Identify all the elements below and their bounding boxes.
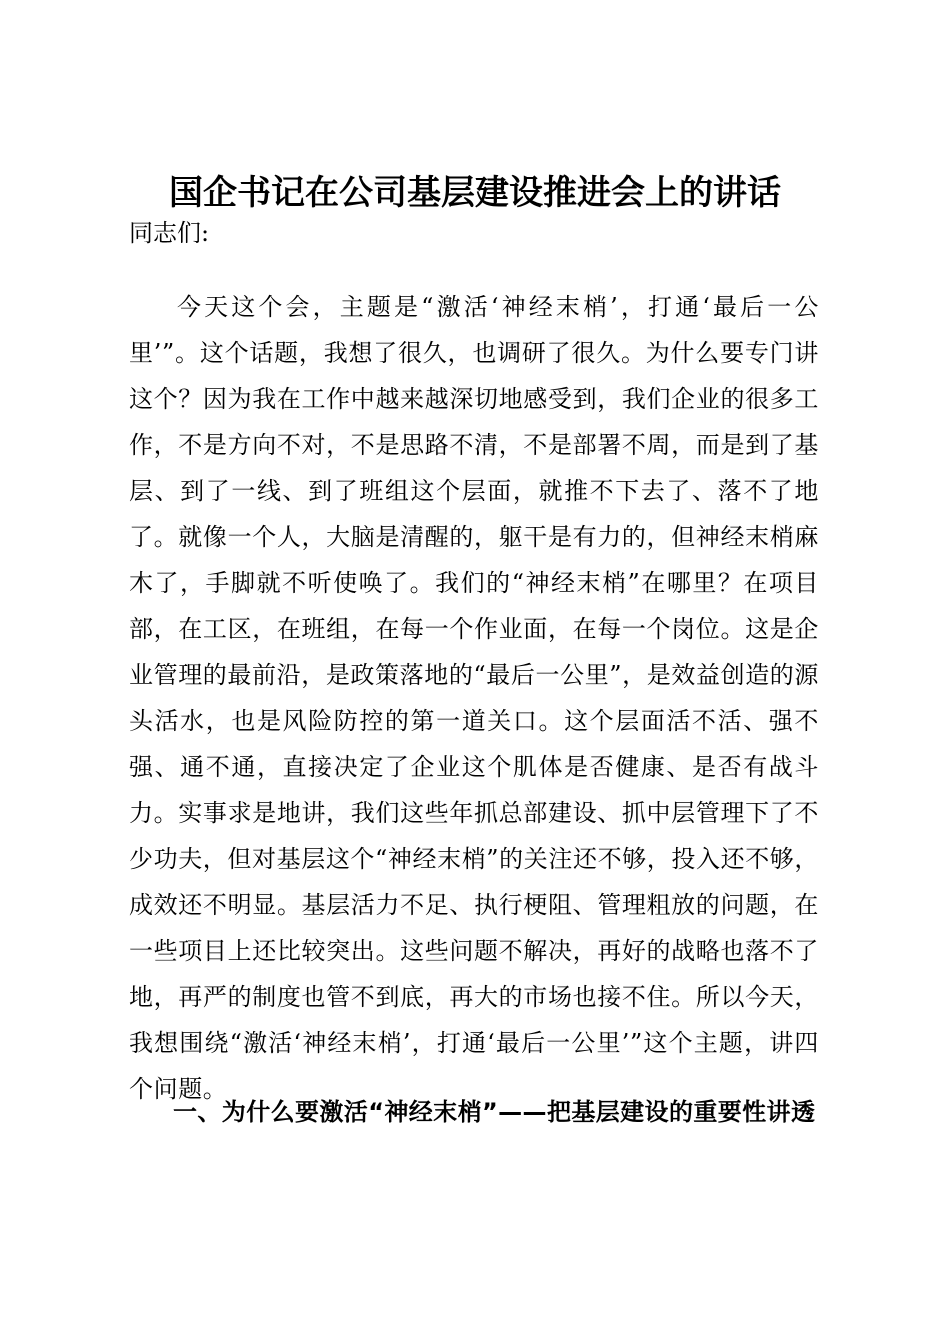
section-heading: 一、为什么要激活“神经末梢”——把基层建设的重要性讲透 <box>173 1098 816 1126</box>
body-paragraph: 今天这个会，主题是“激活‘神经末梢’，打通‘最后一公里’”。这个话题，我想了很久，也调研了很久。为什么要专门讲这个？因为我在工作中越来越深切地感受到，我们企业的很多工作，不是方向不对，不是思路不清，不是部署不周，而是到了基层、到了一线、到了班组这个层面，就推不下去了、落不了地了。就像一个人，大脑是清醒的，躯干是有力的，但神经末梢麻木了，手脚就不听使唤了。我们的“神经末梢”在哪里？在项目部，在工区，在班组，在每一个作业面，在每一个岗位。这是企业管理的最前沿，是政策落地的“最后一公里”，是效益创造的源头活水，也是风险防控的第一道关口。这个层面活不活、强不强、通不通，直接决定了企业这个肌体是否健康、是否有战斗力。实事求是地讲，我们这些年抓总部建设、抓中层管理下了不少功夫，但对基层这个“神经末梢”的关注还不够，投入还不够，成效还不明显。基层活力不足、执行梗阻、管理粗放的问题，在一些项目上还比较突出。这些问题不解决，再好的战略也落不了地，再严的制度也管不到底，再大的市场也接不住。所以今天，我想围绕“激活‘神经末梢’，打通‘最后一公里’”这个主题，讲四个问题。 <box>129 293 819 1103</box>
salutation: 同志们: <box>129 219 210 247</box>
document-title: 国企书记在公司基层建设推进会上的讲话 <box>169 173 781 213</box>
